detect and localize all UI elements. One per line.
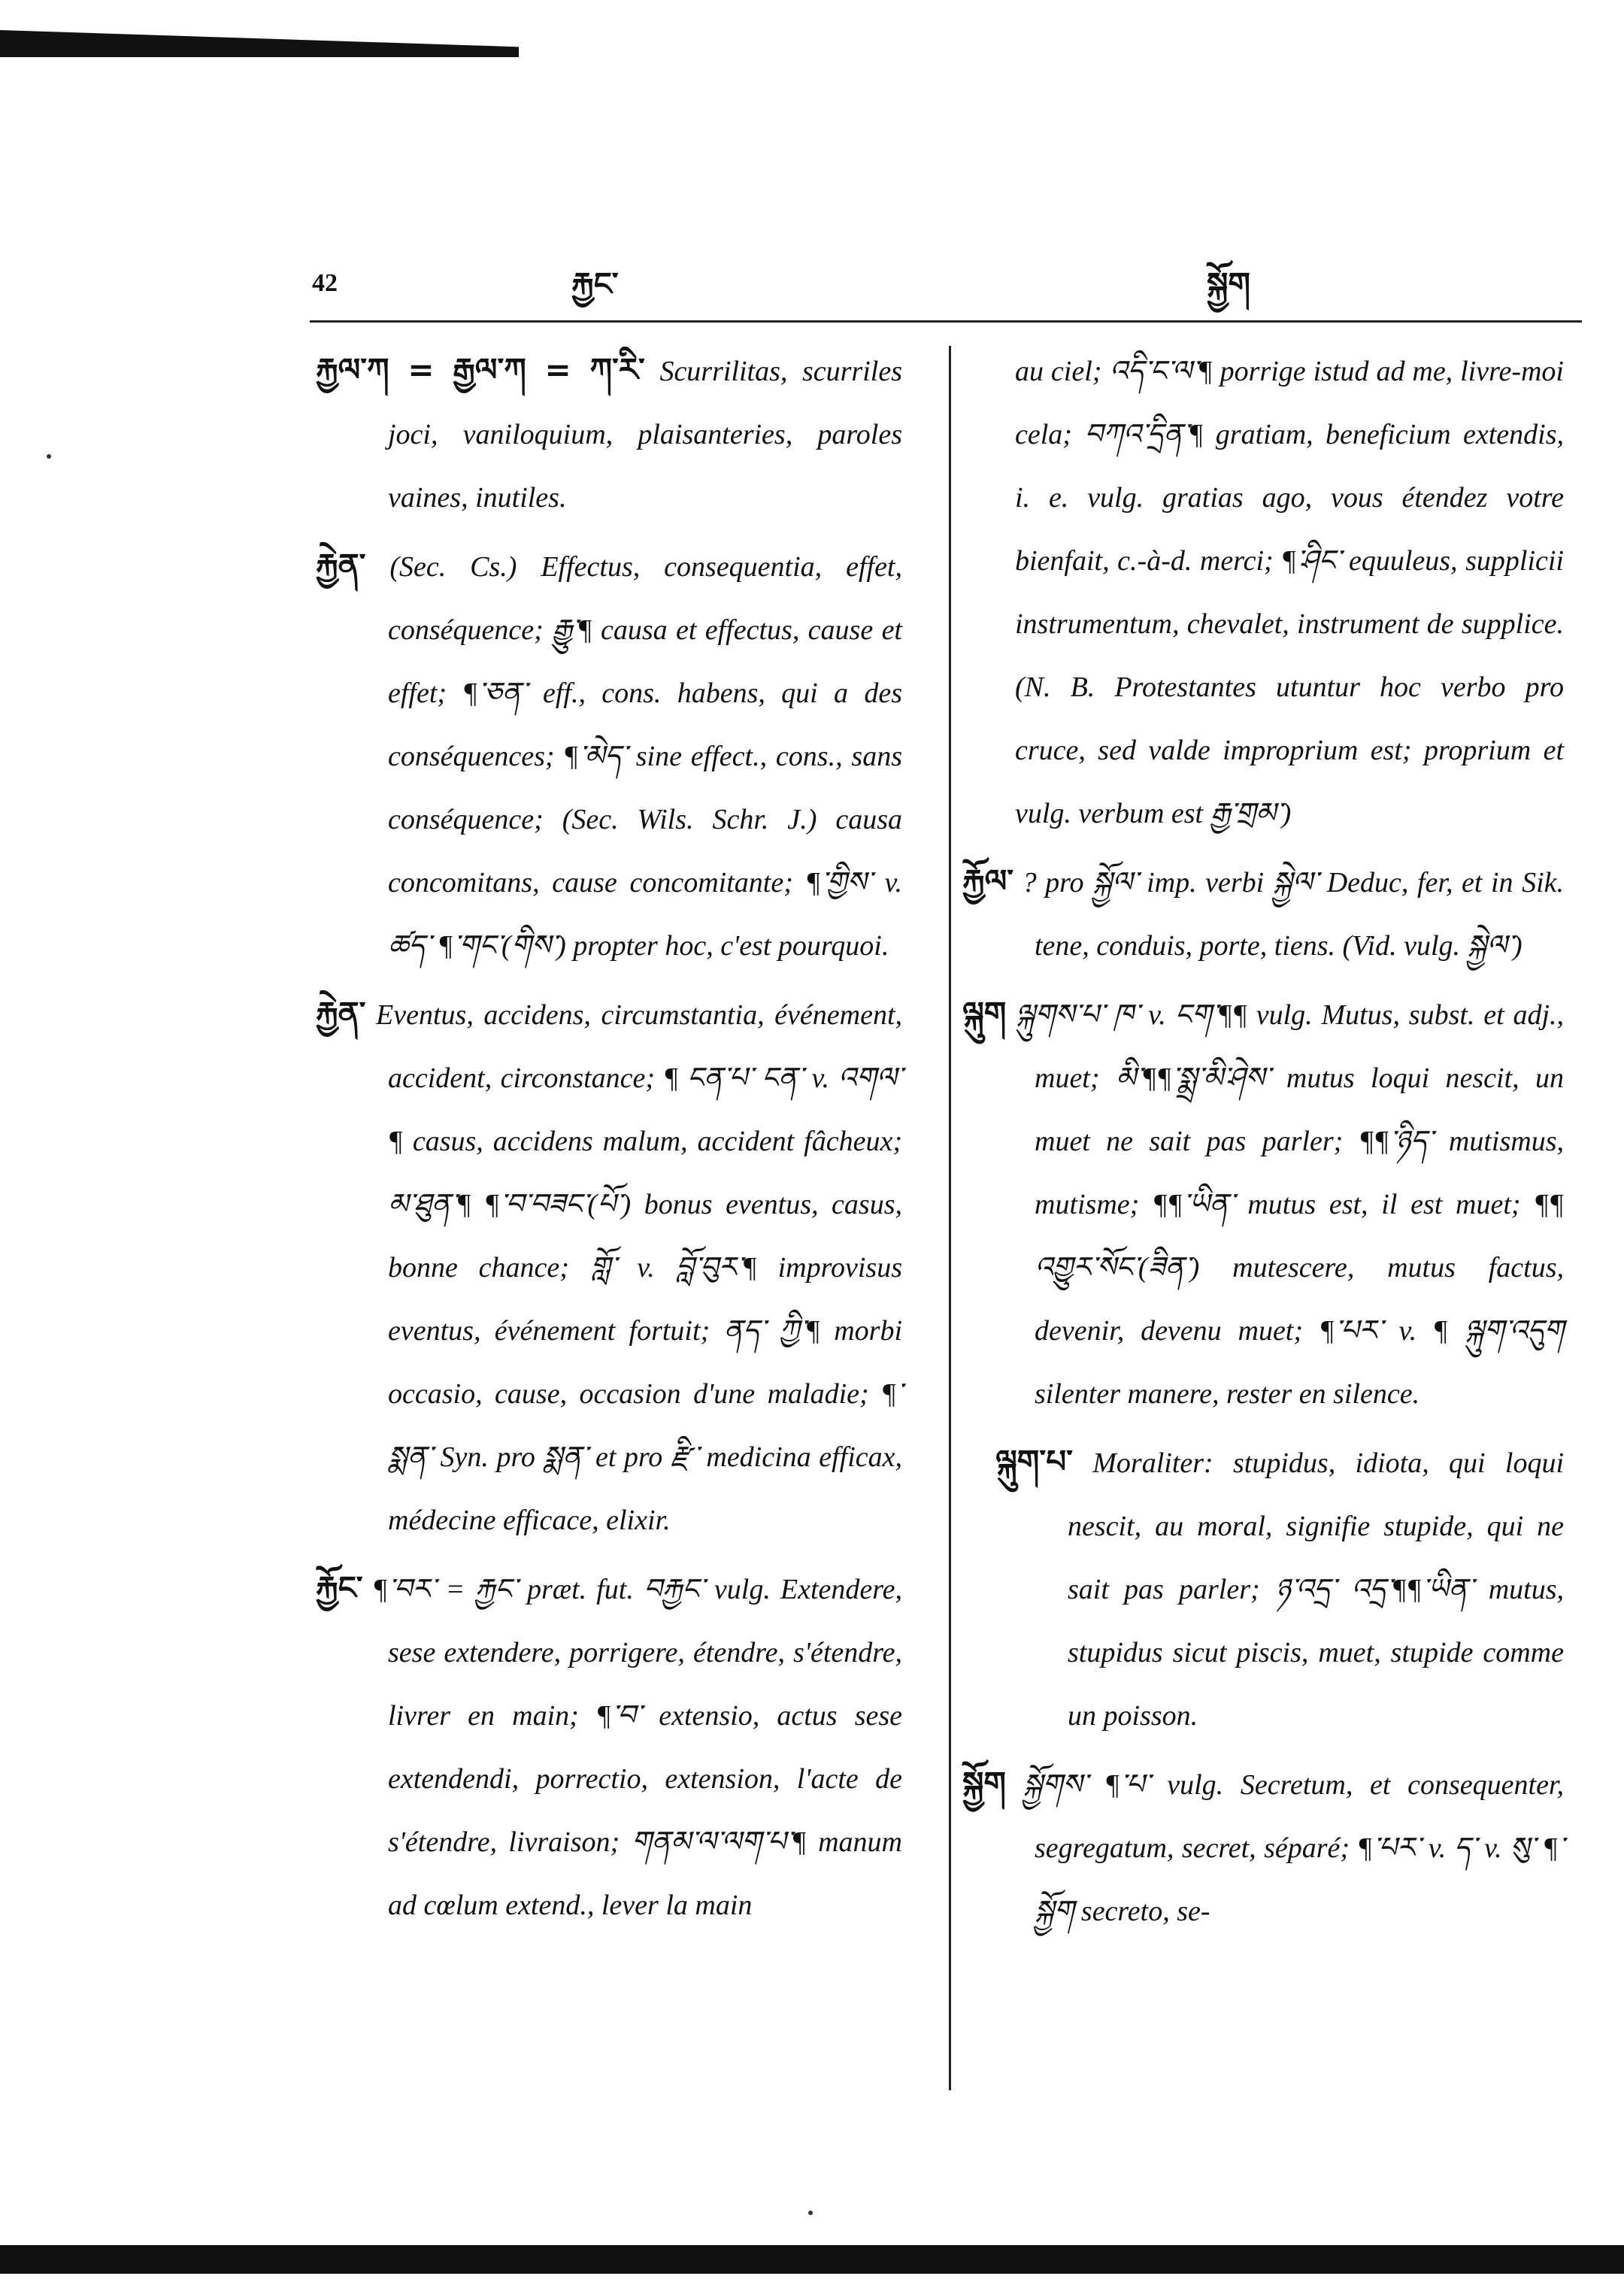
entry-text: ¶་བར་ = རྐྱང་ præt. fut. བརྐྱང་ vulg. Extendere, sese extendere, porrigere, étendre, s'étendre, livrer en main; ¶་བ་ extensio, actus sese extendendi, porrectio, extension, l'acte de s'étendre, livraison; གནམ་ལ་ལག་པ་¶ manum ad cœlum extend., lever la main [372,1574,902,1921]
scan-edge-bottom [0,2245,1624,2274]
entry-headword: རྐྱོལ་ [962,862,1014,899]
entry-headword: རྐྱེན་ [316,995,366,1032]
entry-text: (Sec. Cs.) Effectus, consequentia, effet, conséquence; རྒྱུ་¶ causa et effectus, cause et effet; ¶་ཅན་ eff., cons. habens, qui a des conséquences; ¶་མེད་ sine effect., cons., sans conséquence; (Sec. Wils. Schr. J.) causa concomitans, cause concomitante; ¶་གྱིས་ v. ཚད་ ¶་གང་(གིས་) propter hoc, c'est pourquoi. [388,551,902,962]
dictionary-entry-continued [962,338,1564,845]
entry-text: ལྐུགས་པ་ ཁ་ v. ངག་¶¶ vulg. Mutus, subst. et adj., muet; མི་¶¶་སྨྲ་མི་ཤེས་ mutus loqui nescit, un muet ne sait pas parler; ¶¶་ཉིད་ mutismus, mutisme; ¶¶་ཡིན་ mutus est, il est muet; ¶¶ འགྱུར་སོང་(ཟིན་) mutescere, mutus factus, devenir, devenu muet; ¶་པར་ v. ¶ ལྐུག་འདུག silenter manere, rester en silence. [1015,999,1565,1410]
dictionary-entry [962,1752,1564,1943]
dictionary-subentry [962,1430,1564,1747]
entry-text: Eventus, accidens, circumstantia, événement, accident, circonstance; ¶ ངན་པ་ ངན་ v. འགལ་¶ casus, accidens malum, accident fâcheux; མ་ཐུན་¶ ¶་བ་བཟང་(པོ་) bonus eventus, casus, bonne chance; གློ་ v. བློ་བུར་¶ improvisus eventus, événement fortuit; ནད་ ཀྱི་¶ morbi occasio, cause, occasion d'une maladie; ¶་སྨན་ Syn. pro སྨན་ et pro རྫི་ medicina efficax, médecine efficace, elixir. [376,999,903,1536]
entry-text: སྐྱོགས་ ¶་པ་ vulg. Secretum, et consequenter, segregatum, secret, séparé; ¶་པར་ v. ད་ v. སུ་ ¶་སྐྱོག secreto, se- [1023,1769,1565,1927]
entry-headword: རྐྱལ་ཀ = རྒྱལ་ཀ = ཀ་རི་ [316,351,645,388]
scan-edge-top [0,30,519,57]
scan-speck [808,2211,813,2215]
scan-speck [47,454,51,459]
left-running-headword: རྐྱང་ [571,265,619,302]
entry-headword: རྐྱེན་ [316,547,366,583]
entry-headword: ལྐུག [962,995,1007,1032]
dictionary-entry [316,338,902,529]
entry-headword: རྐྱོང་ [316,1569,363,1606]
header-rule [310,320,1582,323]
entry-headword: ལྐུག་པ་ [995,1443,1073,1480]
entry-headword: སྐྱོག [962,1765,1006,1802]
entry-text: Scurrilitas, scurriles joci, vaniloquium, plaisanteries, paroles vaines, inutiles. [388,356,902,514]
left-column [316,338,902,1941]
dictionary-entry [962,850,1564,977]
dictionary-entry [316,534,902,977]
dictionary-entry [962,982,1564,1426]
dictionary-entry [316,982,902,1552]
right-column [962,338,1564,1947]
entry-text: au ciel; འདི་ང་ལ་¶ porrige istud ad me, livre-moi cela; བཀའ་དྲིན་¶ gratiam, beneficium extendis, i. e. vulg. gratias ago, vous étendez votre bienfait, c.-à-d. merci; ¶་ཤིང་ equuleus, supplicii instrumentum, chevalet, instrument de supplice. (N. B. Protestantes utuntur hoc verbo pro cruce, sed valde improprium est; proprium et vulg. verbum est རྒྱ་གྲམ་) [1015,356,1564,829]
entry-text: ? pro སྐྱོལ་ imp. verbi སྐྱེལ་ Deduc, fer, et in Sik. tene, conduis, porte, tiens. (Vid. vulg. སྐྱེལ་) [1022,867,1565,962]
right-running-headword: སྐྱོག [1207,265,1250,302]
entry-text: Moraliter: stupidus, idiota, qui loqui nescit, au moral, signifie stupide, qui ne sait pas parler; ཉ་འདྲ་ འདྲ་¶¶་ཡིན་ mutus, stupidus sicut piscis, muet, stupide comme un poisson. [1068,1447,1565,1732]
page-number: 42 [312,269,338,297]
column-divider [949,346,951,2090]
dictionary-entry [316,1556,902,1937]
